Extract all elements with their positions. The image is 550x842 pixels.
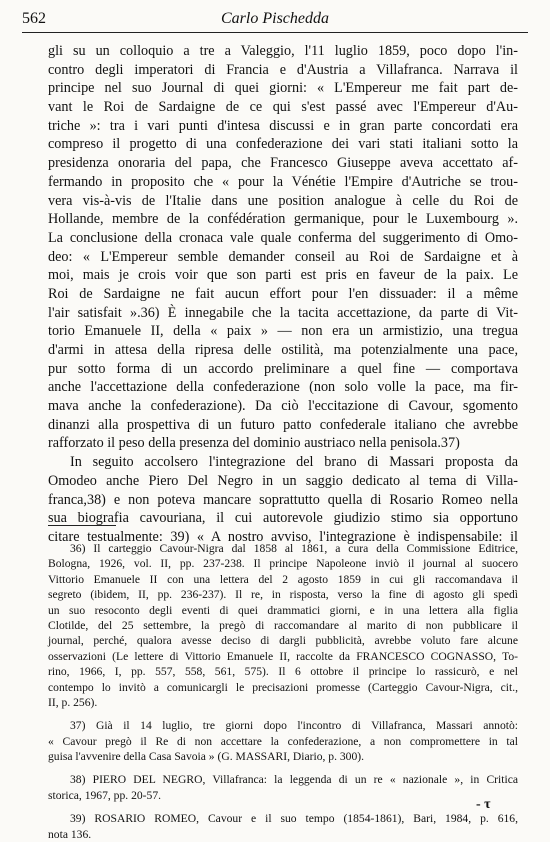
footnote-line: guisa l'avvenire della Casa Savoia » (G. MASSARI, Diario, p. 300).: [48, 750, 365, 764]
footnote-rule: [48, 525, 116, 526]
footnote-36: [48, 541, 518, 710]
body-line: deo: « L'Empereur semble demander conseil au Roi de Sardaigne et à: [48, 248, 518, 265]
body-line: fermando in proposito che « pour la Vénétie l'Empire d'Autriche se trou-: [48, 173, 518, 190]
body-line: triche »: tra i vari punti d'intesa discussi e in gran parte concordati era: [48, 117, 518, 134]
footnotes: [48, 541, 518, 842]
body-line: sua biografia cavouriana, il cui autorevole giudizio stimo sia opportuno: [48, 510, 518, 527]
body-line: In seguito accolsero l'integrazione del brano di Massari proposta da: [70, 454, 518, 471]
footnote-38: [48, 772, 518, 803]
footnote-line: Vittorio Emanuele II con una lettera del 2 agosto 1859 in cui gli raccomandava il: [48, 572, 518, 586]
running-head: Carlo Pischedda: [221, 10, 329, 27]
body-line: mava anche la confederazione). Da ciò l'eccitazione di Cavour, sgomento: [48, 398, 518, 415]
footnote-line: un suo resoconto degli eventi di quei drammatici giorni, e in una lettera alla figlia: [48, 603, 518, 617]
page-header: [22, 6, 528, 32]
body-line: gli su un colloquio a tre a Valeggio, l'11 luglio 1859, poco dopo l'in-: [48, 43, 518, 59]
footnote-line: 39) ROSARIO ROMEO, Cavour e il suo tempo (1854-1861), Bari, 1984, p. 616,: [70, 812, 518, 826]
body-line: citare testualmente: 39) « A nostro avviso, l'integrazione è indispensabile: il: [48, 528, 518, 545]
body-text: [48, 42, 518, 547]
footnote-line: 37) Già il 14 luglio, tre giorni dopo l'incontro di Villafranca, Massari annotò:: [70, 719, 518, 733]
marginal-mark: - τ: [476, 797, 491, 812]
page-number: 562: [22, 10, 46, 27]
footnote-line: osservazioni (Le lettere di Vittorio Emanuele II, raccolte da FRANCESCO COGNASSO, To-: [48, 649, 518, 663]
body-line: La conclusione della cronaca vale quale conferma del suggerimento di Omo-: [48, 229, 518, 246]
body-line: torio Emanuele II, della « paix » — non era un armistizio, una tregua: [48, 323, 518, 340]
body-line: principe nel suo Journal di quei giorni: « L'Empereur me fait part de-: [48, 80, 518, 97]
footnote-line: II, p. 256).: [48, 695, 98, 709]
footnote-line: segreto (ibidem, II, pp. 236-237). Il re, in risposta, verso la fine di agosto gli spedì: [48, 588, 518, 602]
body-line: compreso il progetto di una confederazione dei vari stati italiani sotto la: [48, 136, 518, 153]
footnote-39: [48, 811, 518, 842]
body-line: vant le Roi de Sardaigne de ce qui s'est passé avec l'Empereur d'Au-: [48, 99, 518, 116]
footnote-line: contempo lo invitò a comunicargli le precisazioni promesse (Carteggio Cavour-Nigra, cit.,: [48, 680, 518, 694]
footnote-line: nota 136.: [48, 827, 92, 841]
body-line: Roi de Sardaigne ne fait aucun effort pour l'en dissuader: il a même: [48, 285, 518, 302]
body-line: Hollande, membre de la confédération germanique, pour le Luxembourg ».: [48, 211, 518, 228]
footnote-line: « Cavour pregò il Re di non accettare la confederazione, a non compromettere in tal: [48, 734, 518, 748]
header-rule: [22, 32, 528, 33]
footnote-line: storica, 1967, pp. 20-57.: [48, 788, 162, 802]
footnote-37: [48, 718, 518, 764]
body-line: l'air satisfait ».36) È innegabile che la tacita accettazione, da parte di Vit-: [48, 304, 518, 321]
body-line: vera vis-à-vis de l'Italie dans une position analogue à celle du Roi de: [48, 192, 518, 209]
footnote-line: 38) PIERO DEL NEGRO, Villafranca: la leggenda di un re « nazionale », in Critica: [70, 773, 518, 787]
footnote-line: 36) Il carteggio Cavour-Nigra dal 1858 al 1861, a cura della Commissione Editrice,: [70, 542, 518, 555]
footnote-line: Clotilde, del 25 settembre, la pregò di raccomandare al marito di non pubblicare il: [48, 618, 518, 632]
body-line: Omodeo anche Piero Del Negro in un saggio dedicato al tema di Villa-: [48, 472, 518, 489]
body-line: rafforzato il peso della presenza del dominio austriaco nella penisola.37): [48, 435, 460, 452]
body-line: moi, mais je crois voir que son parti est pris en faveur de la paix. Le: [48, 267, 518, 284]
body-line: d'armi in attesa della ripresa delle ostilità, ma potenzialmente una pace,: [48, 342, 518, 358]
body-line: pur sotto forma di un accordo preliminare a quel fine — comportava: [48, 360, 518, 377]
body-line: anche l'accettazione della confederazione (non solo volle la pace, ma fir-: [48, 379, 518, 396]
body-line: presidenza onoraria del papa, che Francesco Giuseppe aveva accettato af-: [48, 155, 518, 172]
body-line: dinanzi alla prospettiva di un futuro patto confederale italiano che avrebbe: [48, 416, 518, 433]
body-line: franca,38) e non poteva mancare soprattutto quella di Rosario Romeo nella: [48, 491, 518, 508]
footnote-line: journal, perché, qualora avesse deciso di dargli pubblicità, avrebbe voluto fare alcune: [48, 634, 518, 648]
body-line: contro degli imperatori di Francia e d'Austria a Villafranca. Narrava il: [48, 61, 518, 78]
footnote-line: Bologna, 1926, vol. II, pp. 237-238. Il principe Napoleone inviò il journal al suocero: [48, 557, 518, 571]
footnote-line: rino, 1966, I, pp. 557, 558, 561, 575). Il 6 ottobre il principe lo rassicurò, e nel: [48, 665, 518, 679]
